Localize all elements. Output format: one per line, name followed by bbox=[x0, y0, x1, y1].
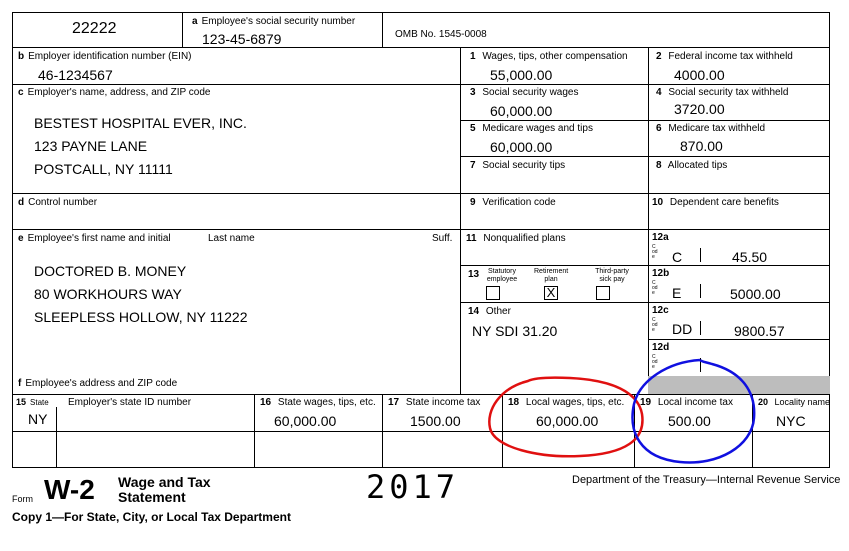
box17-value: 1500.00 bbox=[410, 413, 461, 429]
box11-label: 11 Nonqualified plans bbox=[466, 233, 566, 244]
employer-address-line: 123 PAYNE LANE bbox=[34, 138, 148, 154]
col-line bbox=[634, 394, 635, 468]
box4-value: 3720.00 bbox=[674, 101, 725, 117]
box3-label: 3 Social security wages bbox=[470, 87, 579, 98]
row-line bbox=[12, 394, 830, 395]
shaded-area bbox=[648, 376, 830, 394]
box12c-label: 12c bbox=[652, 305, 669, 316]
code-word: Code bbox=[652, 317, 658, 333]
box2-label: 2 Federal income tax withheld bbox=[656, 51, 793, 62]
employer-address-line: BESTEST HOSPITAL EVER, INC. bbox=[34, 115, 247, 131]
w2-form bbox=[12, 12, 830, 468]
employee-suffix-label: Suff. bbox=[432, 233, 453, 244]
third-party-sick-pay-label: Third-party sick pay bbox=[595, 268, 629, 283]
code-word: Code bbox=[652, 244, 658, 260]
box12b-amount: 5000.00 bbox=[730, 286, 781, 302]
box10-label: 10 Dependent care benefits bbox=[652, 197, 779, 208]
box15-label: 15 State bbox=[16, 397, 49, 407]
box6-value: 870.00 bbox=[680, 138, 723, 154]
col-line bbox=[182, 12, 183, 47]
box15-state: NY bbox=[28, 411, 48, 427]
retirement-plan-checkbox[interactable]: X bbox=[544, 286, 558, 300]
box12a-code: C bbox=[672, 249, 683, 265]
code-word: Code bbox=[652, 354, 658, 370]
row-line bbox=[460, 265, 830, 266]
box12c-code: DD bbox=[672, 321, 693, 337]
row-line bbox=[460, 120, 830, 121]
box12a-label: 12a bbox=[652, 232, 669, 243]
box9-label: 9 Verification code bbox=[470, 197, 556, 208]
box20-label: 20 Locality name bbox=[758, 397, 831, 407]
employee-address-line: DOCTORED B. MONEY bbox=[34, 263, 187, 279]
ssn-value: 123-45-6879 bbox=[202, 31, 282, 47]
box12b-code: E bbox=[672, 285, 682, 301]
box20-value: NYC bbox=[776, 413, 806, 429]
row-line bbox=[460, 156, 830, 157]
box14-label: 14 Other bbox=[468, 306, 511, 317]
row-line bbox=[648, 339, 830, 340]
row-line bbox=[460, 302, 830, 303]
row-line bbox=[12, 47, 830, 48]
employee-address-line: SLEEPLESS HOLLOW, NY 11222 bbox=[34, 309, 248, 325]
box1-value: 55,000.00 bbox=[490, 67, 553, 83]
col-line bbox=[502, 394, 503, 468]
statutory-employee-label: Statutory employee bbox=[486, 268, 518, 283]
code-word: Code bbox=[652, 280, 658, 296]
employee-address-label: f Employee's address and ZIP code bbox=[18, 378, 178, 389]
row-line bbox=[12, 84, 830, 85]
omb-number: OMB No. 1545-0008 bbox=[395, 29, 487, 40]
box18-label: 18 Local wages, tips, etc. bbox=[508, 397, 625, 408]
code-divider bbox=[700, 358, 701, 372]
retirement-plan-label: Retirement plan bbox=[534, 268, 569, 283]
box19-value: 500.00 bbox=[668, 413, 711, 429]
box12c-amount: 9800.57 bbox=[734, 323, 785, 339]
form-title-line1: Wage and Tax bbox=[118, 474, 211, 490]
box5-value: 60,000.00 bbox=[490, 139, 553, 155]
third-party-sick-pay-checkbox[interactable] bbox=[596, 286, 610, 300]
ein-value: 46-1234567 bbox=[38, 67, 113, 83]
control-code: 22222 bbox=[72, 20, 117, 37]
employee-name-label: e Employee's first name and initial bbox=[18, 233, 171, 244]
statutory-employee-checkbox[interactable] bbox=[486, 286, 500, 300]
tax-year: 2017 bbox=[366, 468, 460, 506]
col-line bbox=[648, 47, 649, 394]
box14-value: NY SDI 31.20 bbox=[472, 323, 558, 339]
col-line bbox=[56, 407, 57, 468]
row-line bbox=[12, 431, 830, 432]
employee-address-line: 80 WORKHOURS WAY bbox=[34, 286, 182, 302]
ein-label: b Employer identification number (EIN) bbox=[18, 51, 192, 62]
box18-value: 60,000.00 bbox=[536, 413, 599, 429]
code-divider bbox=[700, 248, 701, 262]
control-number-label: d Control number bbox=[18, 197, 98, 208]
box8-label: 8 Allocated tips bbox=[656, 160, 728, 171]
employer-name-label: c Employer's name, address, and ZIP code bbox=[18, 87, 211, 98]
col-line bbox=[254, 394, 255, 468]
col-line bbox=[460, 47, 461, 394]
box12a-amount: 45.50 bbox=[732, 249, 768, 265]
box13-label: 13 bbox=[468, 269, 480, 280]
code-divider bbox=[700, 321, 701, 335]
box4-label: 4 Social security tax withheld bbox=[656, 87, 789, 98]
col-line bbox=[382, 12, 383, 47]
row-line bbox=[12, 229, 830, 230]
box12b-label: 12b bbox=[652, 268, 670, 279]
box17-label: 17 State income tax bbox=[388, 397, 481, 408]
form-id: W-2 bbox=[44, 474, 95, 505]
employer-address-line: POSTCALL, NY 11111 bbox=[34, 161, 173, 177]
box3-value: 60,000.00 bbox=[490, 103, 553, 119]
box6-label: 6 Medicare tax withheld bbox=[656, 123, 766, 134]
box16-value: 60,000.00 bbox=[274, 413, 337, 429]
state-id-label: Employer's state ID number bbox=[68, 397, 192, 408]
box19-label: 19 Local income tax bbox=[640, 397, 733, 408]
copy-designation: Copy 1—For State, City, or Local Tax Department bbox=[12, 510, 291, 524]
form-word: Form bbox=[12, 494, 33, 504]
code-divider bbox=[700, 284, 701, 298]
box2-value: 4000.00 bbox=[674, 67, 725, 83]
box5-label: 5 Medicare wages and tips bbox=[470, 123, 593, 134]
box12d-label: 12d bbox=[652, 342, 670, 353]
form-title-line2: Statement bbox=[118, 489, 186, 505]
row-line bbox=[12, 193, 830, 194]
box16-label: 16 State wages, tips, etc. bbox=[260, 397, 376, 408]
col-line bbox=[382, 394, 383, 468]
agency-name: Department of the Treasury—Internal Revenue Service bbox=[572, 474, 841, 486]
box1-label: 1 Wages, tips, other compensation bbox=[470, 51, 628, 62]
ssn-label: a Employee's social security number bbox=[192, 16, 356, 27]
employee-last-name-label: Last name bbox=[208, 233, 255, 244]
col-line bbox=[752, 394, 753, 468]
box7-label: 7 Social security tips bbox=[470, 160, 566, 171]
